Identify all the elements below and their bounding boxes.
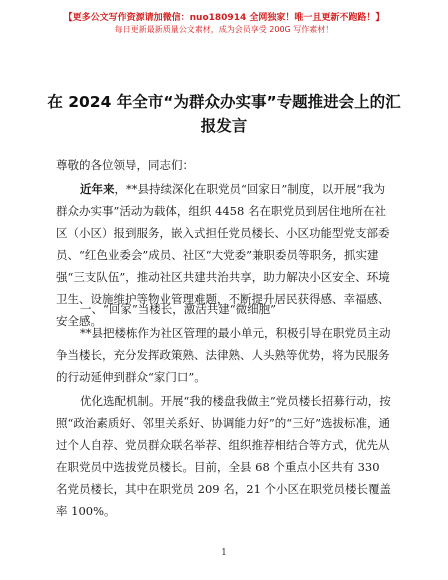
promo-banner <box>0 0 448 58</box>
document-title: 在 2024 年全市“为群众办实事”专题推进会上的汇报发言 <box>47 93 401 135</box>
page-number: 1 <box>221 548 227 558</box>
paragraph-2: **县把楼栋作为社区管理的最小单元，积极引导在职党员主动争当楼长，充分发挥政策熟、法律熟、人头熟等优势，将为民服务的行动延伸到群众“家门口”。 <box>56 326 391 384</box>
paragraph-3: 优化选配机制。开展“我的楼盘我做主”党员楼长招募行动，按照“政治素质好、邻里关系好、协调能力好”的“三好”选拔标准，通过个人自荐、党员群众联名举荐、组织推荐相结合等方式，优先从在职党员中选拔党员楼长。目前，全县 68 个重点小区共有 330 名党员楼长，其中在职党员 209 名，21 个小区在职党员楼长覆盖率 100%。 <box>56 394 392 518</box>
paragraph-1-lead: 近年来 <box>80 182 115 196</box>
section-heading-1: 一、“回家”当楼长，激活共建“微细胞” <box>80 302 277 316</box>
banner-line-2: 每日更新最新质量公文素材，成为会员享受 200G 写作素材！ <box>114 25 334 34</box>
salutation: 尊敬的各位领导，同志们： <box>56 158 194 172</box>
paragraph-1-text: ，**县持续深化在职党员“回家日”制度，以开展“我为群众办实事”活动为载体，组织 4458 名在职党员到居住地所在社区（小区）报到服务，嵌入式担任党员楼长、小区功能型党支部委员、“红色业委会”成员、社区“大党委”兼职委员等职务，抓实建强“三支队伍”，推动社区共建共治共享，助力解决小区安全、环境卫生、设施维护等物业管理难题，不断提升居民获得感、幸福感、安全感。 <box>56 182 390 328</box>
banner-line-1: 【更多公文写作资源请加微信：nuo180914 全网独家！唯一且更新不跑路！】 <box>63 13 385 23</box>
